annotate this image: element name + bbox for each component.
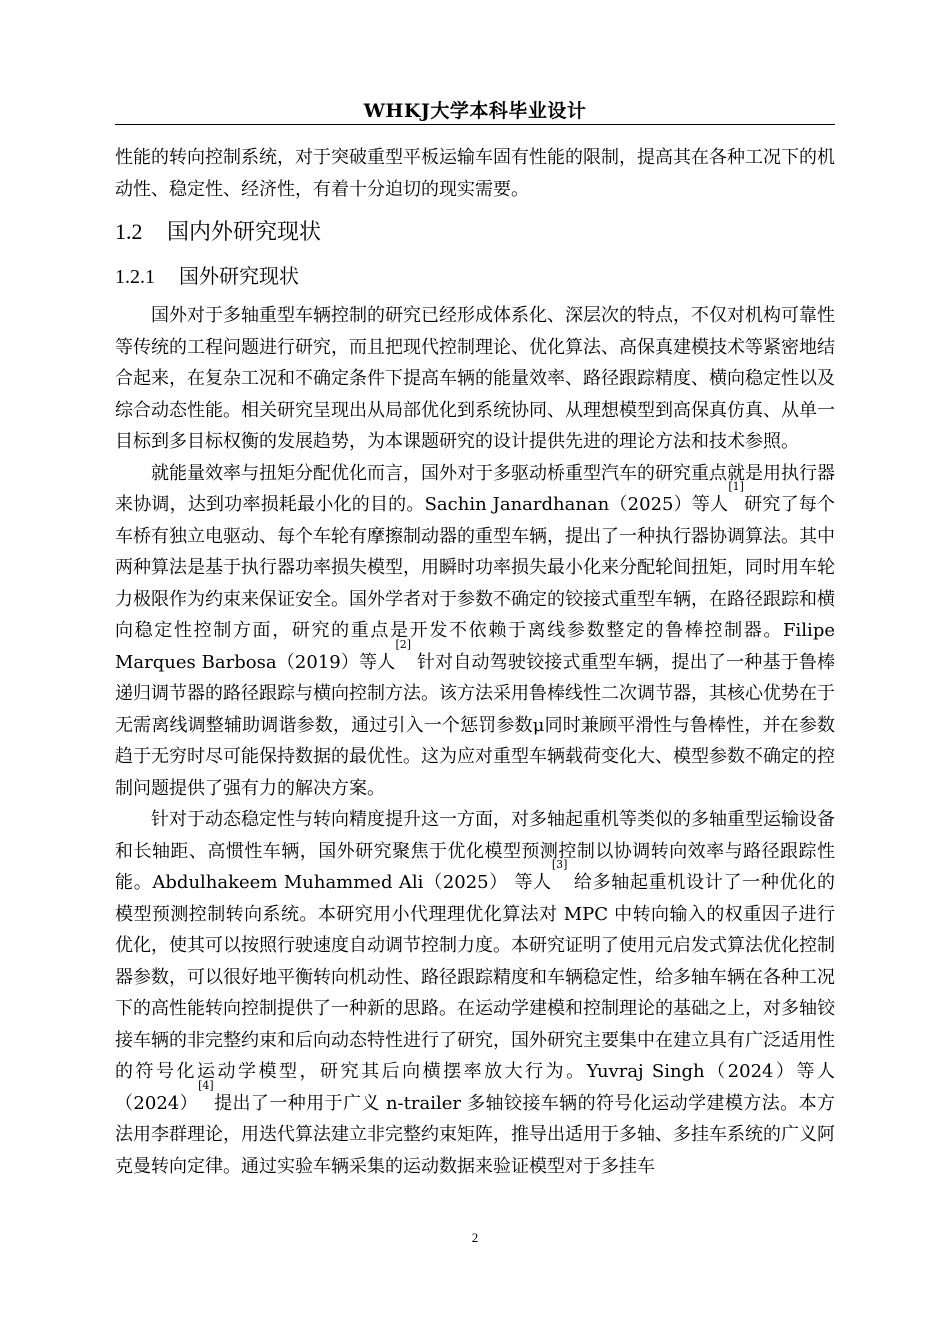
text-run: 研究了每个车桥有独立电驱动、每个车轮有摩擦制动器的重型车辆，提出了一种执行器协调算法。其中两种算法是基于执行器功率损失模型，用瞬时功率损失最小化来分配轮间扭矩，同时用车轮力极限作为约束来保证安全。国外学者对于参数不确定的铰接式重型车辆，在路径跟踪和横向稳定性控制方面，研究的重点是开发不依赖于离线参数整定的鲁棒控制器。Filipe Marques Barbosa（2019）等人 bbox=[115, 494, 835, 673]
subsection-heading bbox=[115, 259, 835, 294]
section-number: 1.2 bbox=[115, 219, 143, 244]
paragraph-energy-efficiency bbox=[115, 458, 835, 805]
section-title: 国内外研究现状 bbox=[167, 220, 322, 245]
header-rule bbox=[115, 124, 835, 125]
section-heading bbox=[115, 214, 835, 251]
paragraph-steering-accuracy bbox=[115, 804, 835, 1182]
text-run: 针对于动态稳定性与转向精度提升这一方面，对多轴起重机等类似的多轴重型运输设备和长轴距、高惯性车辆，国外研究聚焦于优化模型预测控制以协调转向效率与路径跟踪性能。Abdulhakeem Muhammed Ali（2025） 等人 bbox=[115, 809, 835, 893]
citation-ref: [1] bbox=[728, 480, 744, 493]
citation-ref: [2] bbox=[395, 637, 412, 651]
citation-ref: [4] bbox=[198, 1078, 214, 1092]
page-number: 2 bbox=[471, 1230, 479, 1245]
text-run: 针对自动驾驶铰接式重型车辆，提出了一种基于鲁棒递归调节器的路径跟踪与横向控制方法。该方法采用鲁棒线性二次调节器，其核心优势在于无需离线调整辅助调谐参数，通过引入一个惩罚参数μ同时兼顾平滑性与鲁棒性，并在参数趋于无穷时尽可能保持数据的最优性。这为应对重型车辆载荷变化大、模型参数不确定的控制问题提供了强有力的解决方案。 bbox=[115, 651, 835, 799]
page-body bbox=[115, 142, 835, 1182]
text-run: 给多轴起重机设计了一种优化的模型预测控制转向系统。本研究用小代理理优化算法对 MPC 中转向输入的权重因子进行优化，使其可以按照行驶速度自动调节控制力度。本研究证明了使用元启发式算法优化控制器参数，可以很好地平衡转向机动性、路径跟踪精度和车辆稳定性，给多轴车辆在各种工况下的高性能转向控制提供了一种新的思路。在运动学建模和控制理论的基础之上，对多轴铰接车辆的非完整约束和后向动态特性进行了研究，国外研究主要集中在建立具有广泛适用性的符号化运动学模型，研究其后向横摆率放大行为。Yuvraj Singh（2024）等人（2024） bbox=[115, 872, 835, 1114]
citation-ref: [3] bbox=[551, 858, 568, 871]
page-header: WHKJ大学本科毕业设计 bbox=[363, 100, 587, 122]
subsection-number: 1.2.1 bbox=[115, 266, 155, 288]
paragraph-overview: 国外对于多轴重型车辆控制的研究已经形成体系化、深层次的特点，不仅对机构可靠性等传统的工程问题进行研究，而且把现代控制理论、优化算法、高保真建模技术等紧密地结合起来，在复杂工况和不确定条件下提高车辆的能量效率、路径跟踪精度、横向稳定性以及综合动态性能。相关研究呈现出从局部优化到系统协同、从理想模型到高保真仿真、从单一目标到多目标权衡的发展趋势，为本课题研究的设计提供先进的理论方法和技术参照。 bbox=[115, 305, 835, 452]
text-run: 提出了一种用于广义 n-trailer 多轴铰接车辆的符号化运动学建模方法。本方法用李群理论，用迭代算法建立非完整约束矩阵，推导出适用于多轴、多挂车系统的广义阿克曼转向定律。通过实验车辆采集的运动数据来验证模型对于多挂车 bbox=[115, 1092, 835, 1177]
subsection-title: 国外研究现状 bbox=[179, 264, 299, 288]
paragraph-continuation: 性能的转向控制系统，对于突破重型平板运输车固有性能的限制，提高其在各种工况下的机动性、稳定性、经济性，有着十分迫切的现实需要。 bbox=[115, 147, 835, 200]
text-run: 就能量效率与扭矩分配优化而言，国外对于多驱动桥重型汽车的研究重点就是用执行器来协调，达到功率损耗最小化的目的。Sachin Janardhanan（2025）等人 bbox=[115, 462, 835, 515]
